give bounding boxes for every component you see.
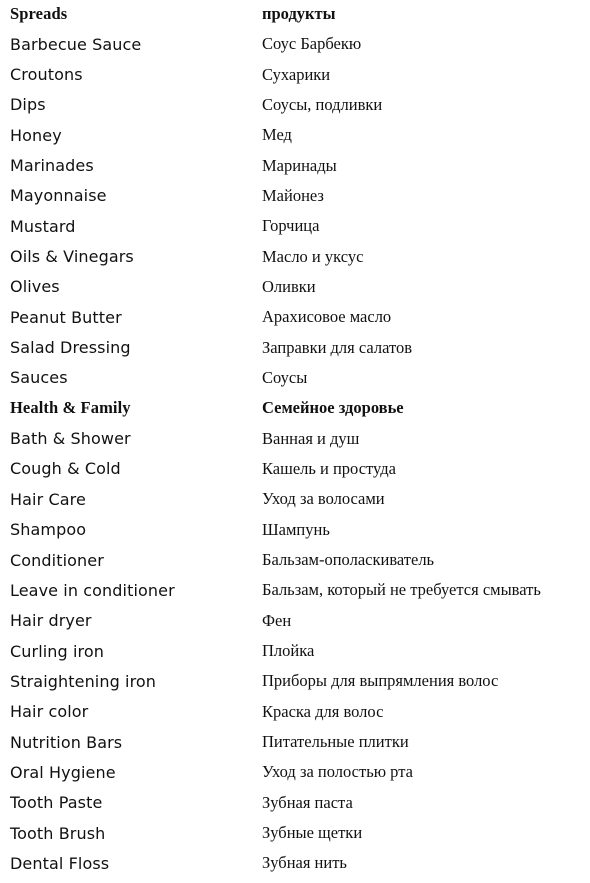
glossary-row (10, 818, 590, 848)
glossary-row (10, 211, 590, 241)
term-russian: Масло и уксус (262, 246, 364, 266)
glossary-row (10, 363, 590, 393)
term-english: Mayonnaise (10, 186, 107, 206)
term-russian: Плойка (262, 641, 315, 661)
term-english: Hair dryer (10, 611, 92, 631)
term-english: Cough & Cold (10, 459, 121, 479)
term-english: Mustard (10, 216, 76, 236)
term-russian: Оливки (262, 276, 316, 296)
term-english: Oral Hygiene (10, 762, 116, 782)
term-english: Honey (10, 125, 62, 145)
term-russian: Соус Барбекю (262, 34, 362, 54)
term-english: Dental Floss (10, 853, 110, 873)
term-english: Curling iron (10, 641, 104, 661)
term-russian: Бальзам-ополаскиватель (262, 550, 435, 570)
term-russian: Заправки для салатов (262, 337, 413, 357)
glossary-row (10, 302, 590, 332)
term-english: Barbecue Sauce (10, 34, 142, 54)
term-russian: Маринады (262, 155, 337, 175)
glossary-row (10, 545, 590, 575)
section-title-english: Health & Family (10, 398, 131, 418)
glossary-row (10, 59, 590, 89)
glossary-row (10, 423, 590, 453)
glossary-row (10, 666, 590, 696)
glossary-row (10, 332, 590, 362)
term-english: Leave in conditioner (10, 580, 175, 600)
glossary-row (10, 636, 590, 666)
term-english: Shampoo (10, 520, 87, 540)
glossary-row (10, 150, 590, 180)
glossary-row (10, 272, 590, 302)
term-russian: Зубная нить (262, 853, 347, 873)
term-russian: Уход за волосами (262, 489, 385, 509)
term-russian: Арахисовое масло (262, 307, 392, 327)
section-title-russian: продукты (262, 4, 336, 23)
term-english: Straightening iron (10, 671, 157, 691)
term-english: Hair color (10, 702, 89, 722)
term-russian: Краска для волос (262, 701, 384, 721)
term-english: Tooth Paste (10, 793, 103, 813)
term-english: Tooth Brush (10, 823, 106, 843)
glossary-row (10, 788, 590, 818)
glossary-row (10, 515, 590, 545)
term-english: Hair Care (10, 489, 86, 509)
term-russian: Горчица (262, 216, 320, 236)
section-title-english: Spreads (10, 4, 68, 23)
term-english: Sauces (10, 368, 68, 388)
glossary-row (10, 848, 590, 878)
glossary-row (10, 120, 590, 150)
term-english: Croutons (10, 65, 83, 85)
glossary-row (10, 181, 590, 211)
glossary-row (10, 484, 590, 514)
term-english: Peanut Butter (10, 307, 122, 327)
term-english: Conditioner (10, 550, 104, 570)
glossary-row (10, 697, 590, 727)
term-russian: Приборы для выпрямления волос (262, 671, 499, 691)
glossary-row (10, 575, 590, 605)
term-russian: Зубная паста (262, 792, 353, 812)
term-russian: Шампунь (262, 519, 330, 539)
term-english: Dips (10, 95, 46, 115)
term-english: Salad Dressing (10, 338, 131, 358)
term-english: Bath & Shower (10, 429, 131, 449)
term-russian: Бальзам, который не требуется смывать (262, 580, 541, 600)
term-russian: Соусы, подливки (262, 94, 383, 114)
glossary-row (10, 727, 590, 757)
term-russian: Кашель и простуда (262, 458, 396, 478)
glossary-row (10, 454, 590, 484)
term-english: Olives (10, 277, 60, 297)
term-english: Marinades (10, 156, 94, 176)
term-russian: Мед (262, 125, 292, 145)
glossary-row (10, 241, 590, 271)
term-russian: Питательные плитки (262, 732, 409, 752)
term-russian: Ванная и душ (262, 428, 360, 448)
term-russian: Фен (262, 610, 292, 630)
term-russian: Уход за полостью рта (262, 762, 413, 782)
section-header-row (10, 393, 590, 423)
term-russian: Майонез (262, 185, 324, 205)
glossary-table (10, 0, 590, 879)
glossary-row (10, 606, 590, 636)
section-header-row (10, 0, 590, 29)
glossary-row (10, 90, 590, 120)
term-english: Oils & Vinegars (10, 247, 134, 267)
glossary-row (10, 757, 590, 787)
glossary-row (10, 29, 590, 59)
section-title-russian: Семейное здоровье (262, 398, 404, 418)
term-russian: Сухарики (262, 64, 331, 84)
term-russian: Соусы (262, 367, 308, 387)
term-russian: Зубные щетки (262, 823, 363, 843)
term-english: Nutrition Bars (10, 732, 123, 752)
